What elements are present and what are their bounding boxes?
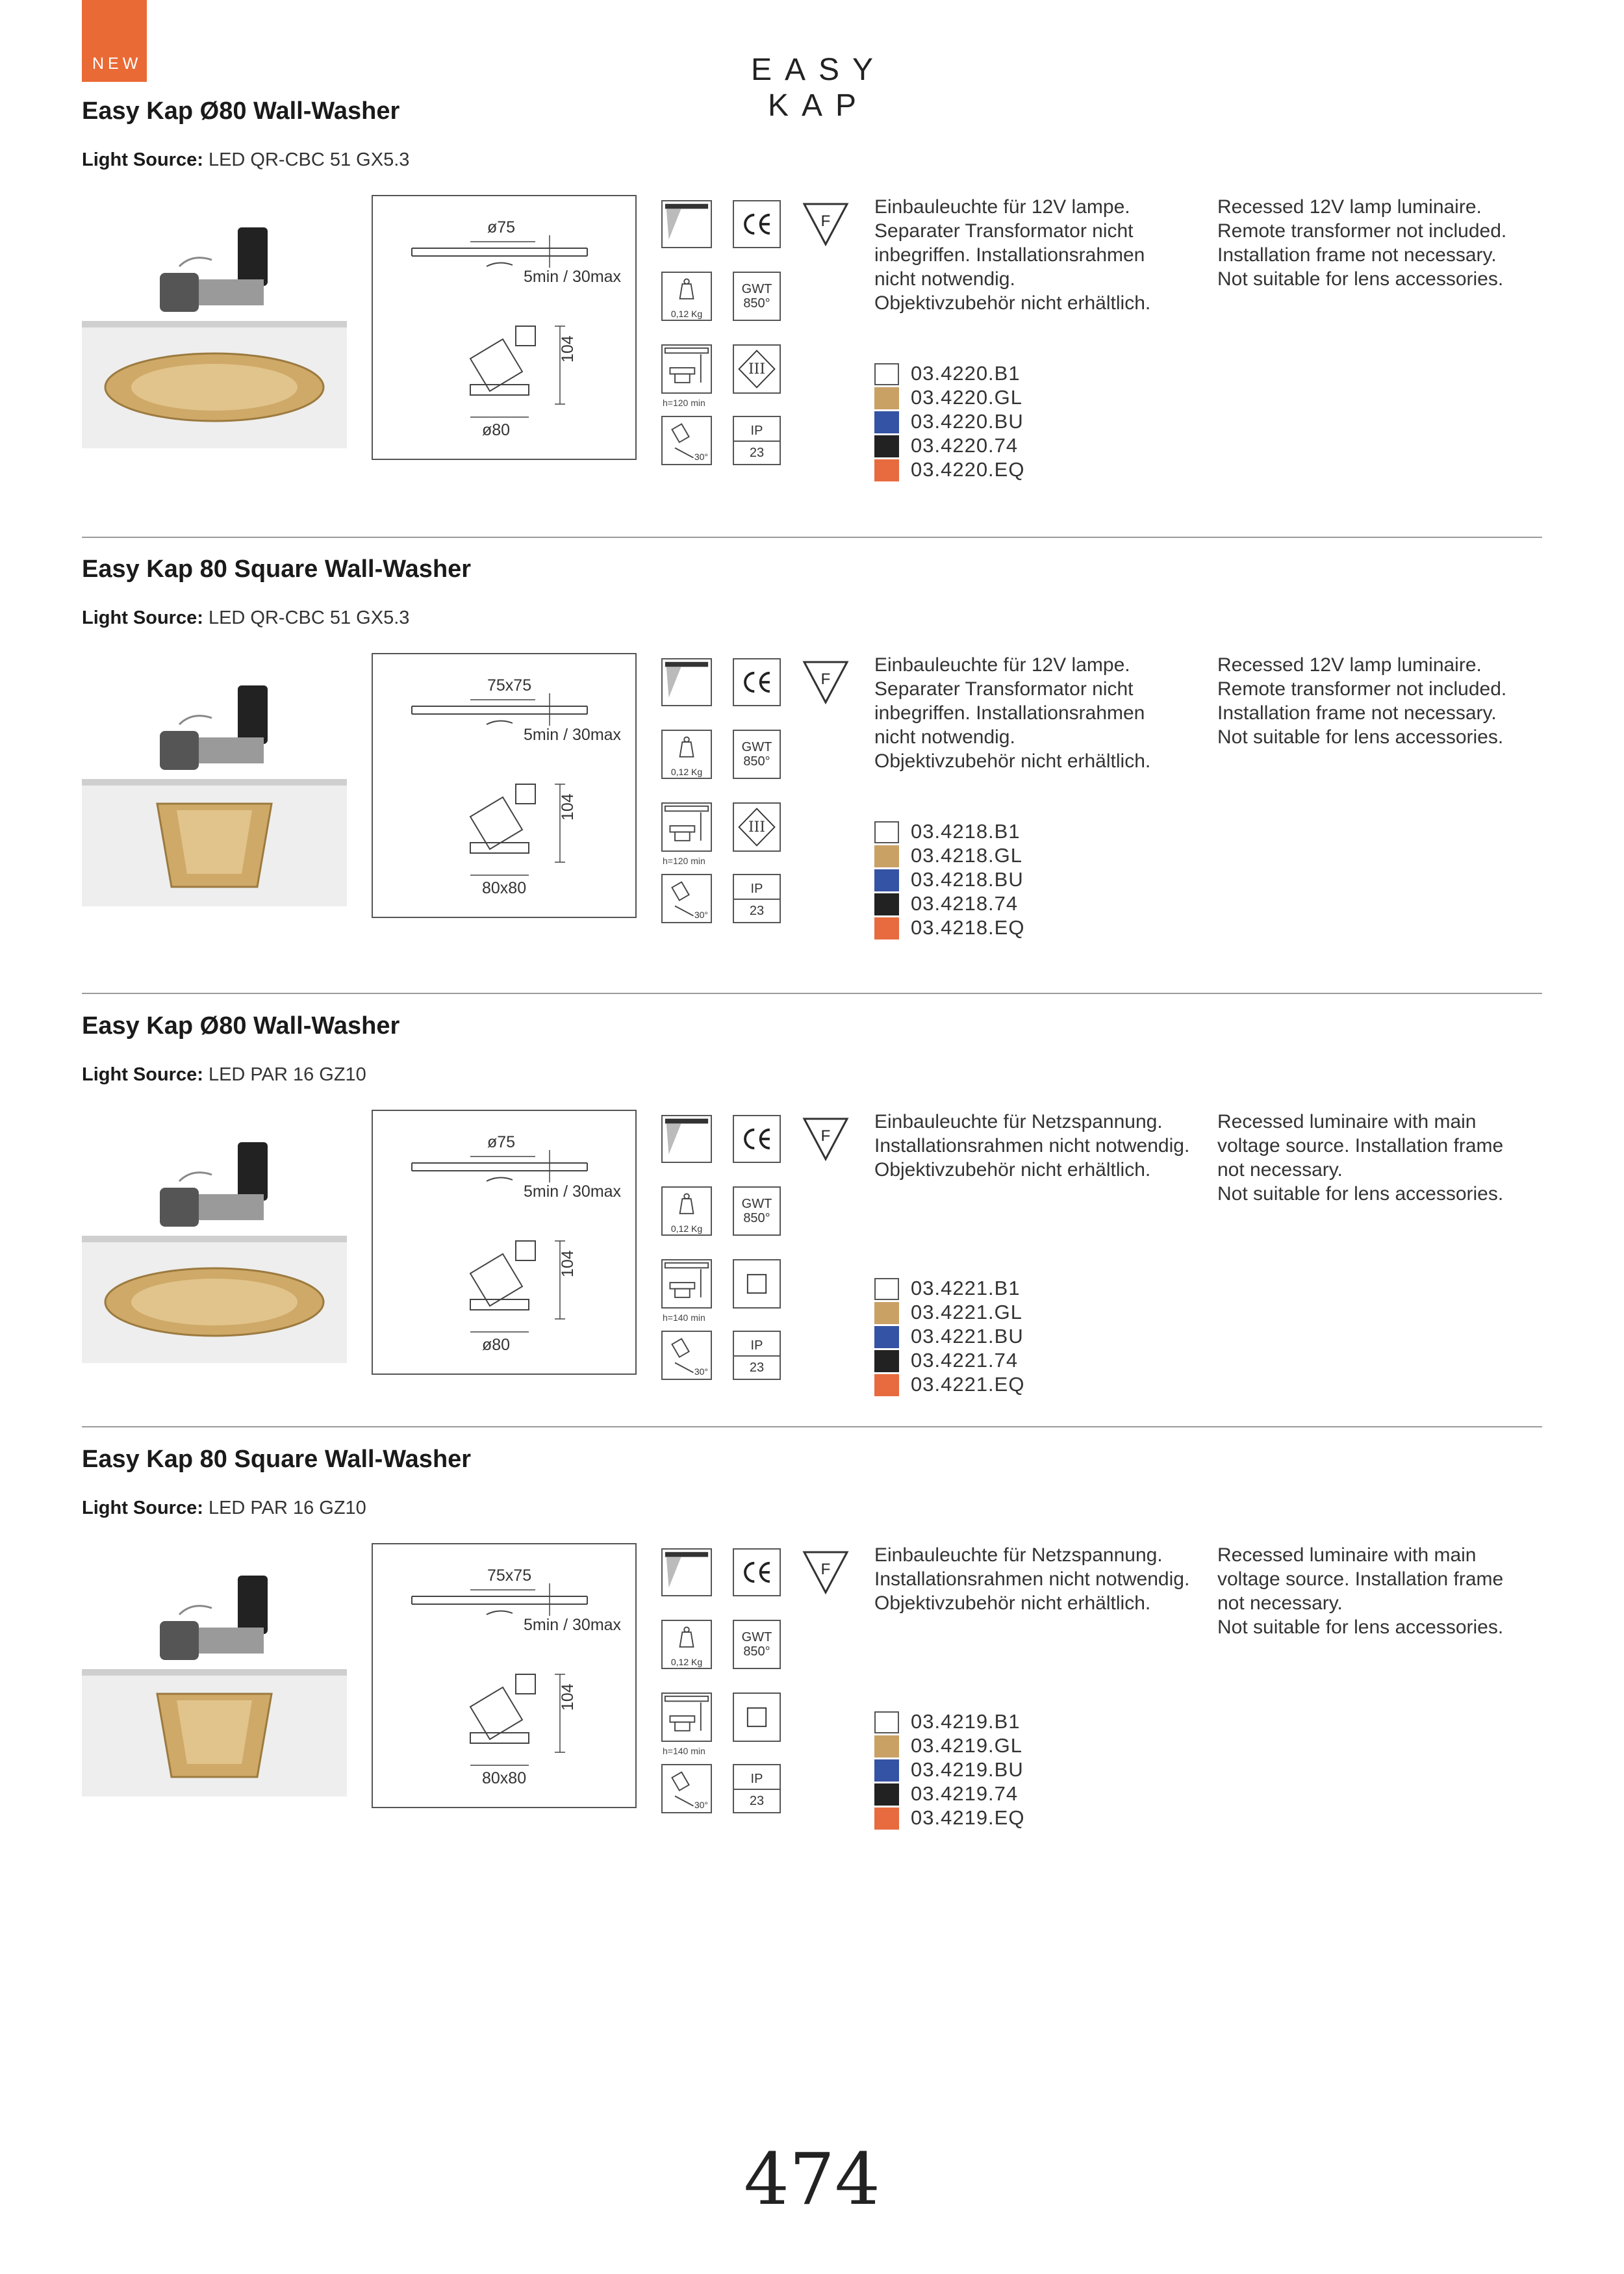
top-dimension: ø75 (487, 1133, 516, 1151)
height-dimension: 104 (559, 1250, 577, 1277)
weight-value: 0,12 Kg (670, 767, 703, 777)
light-source (82, 149, 409, 171)
ce-mark-icon (733, 200, 781, 248)
gwt-badge (733, 1620, 781, 1669)
description-de: Einbauleuchte für Netzspannung. Installationsrahmen nicht notwendig. Objektivzubehör nicht erhältlich. (874, 1111, 1190, 1181)
article-code: 03.4221.B1 (911, 1277, 1021, 1299)
ip-value: 23 (749, 1794, 765, 1808)
article-code: 03.4221.EQ (911, 1373, 1025, 1396)
clearance-icon (661, 344, 712, 394)
product-photo (82, 1097, 347, 1363)
clearance-value: h=120 min (663, 856, 705, 866)
top-dimension: 75x75 (487, 676, 532, 695)
top-dimension: 75x75 (487, 1566, 532, 1585)
color-swatch (874, 1326, 899, 1348)
color-swatch (874, 1735, 899, 1757)
article-code: 03.4219.EQ (911, 1806, 1025, 1829)
weight-icon (661, 1186, 712, 1236)
class-mark: III (748, 819, 766, 836)
article-code: 03.4218.B1 (911, 820, 1021, 843)
gwt-value: GWT 850° (741, 282, 772, 311)
light-source-value: LED PAR 16 GZ10 (208, 1498, 366, 1518)
color-swatch (874, 1783, 899, 1806)
article-code: 03.4218.BU (911, 868, 1024, 891)
ip-label: IP (750, 424, 763, 438)
svg-text:F: F (820, 1127, 831, 1145)
technical-drawing (372, 195, 637, 460)
brand-title: EASY KAP (750, 53, 887, 123)
gwt-value: GWT 850° (741, 1630, 772, 1659)
technical-drawing (372, 1543, 637, 1808)
ip-label: IP (750, 1772, 763, 1786)
article-code: 03.4220.EQ (911, 458, 1025, 481)
color-swatch (874, 363, 899, 385)
tilt-icon (661, 874, 712, 923)
color-swatch (874, 869, 899, 891)
svg-text:F: F (820, 671, 831, 688)
article-code: 03.4219.74 (911, 1782, 1019, 1805)
ce-mark-icon (733, 1115, 781, 1163)
article-code: 03.4219.BU (911, 1758, 1024, 1781)
article-code: 03.4218.EQ (911, 916, 1025, 939)
article-code: 03.4220.B1 (911, 362, 1021, 385)
f-mark-icon (802, 658, 850, 706)
color-swatch (874, 893, 899, 915)
section-divider (82, 537, 1542, 538)
page-number: 474 (744, 2138, 880, 2221)
tilt-value: 30° (694, 1800, 708, 1810)
color-swatch (874, 845, 899, 867)
product-photo-image (82, 1530, 347, 1796)
color-swatch (874, 1759, 899, 1782)
description-de: Einbauleuchte für Netzspannung. Installationsrahmen nicht notwendig. Objektivzubehör nicht erhältlich. (874, 1544, 1190, 1614)
article-code: 03.4220.74 (911, 434, 1019, 457)
color-swatch (874, 1711, 899, 1733)
color-swatch (874, 387, 899, 409)
article-code: 03.4220.GL (911, 386, 1023, 409)
clearance-value: h=140 min (663, 1746, 705, 1756)
tilt-icon (661, 1331, 712, 1380)
f-mark-icon (802, 1548, 850, 1596)
svg-text:F: F (820, 212, 831, 230)
color-swatch (874, 1350, 899, 1372)
gwt-badge (733, 1186, 781, 1236)
wall-washer-icon (661, 658, 712, 706)
description-de: Einbauleuchte für 12V lampe. Separater Transformator nicht inbegriffen. Installationsrahmen nicht notwendig. Objektivzubehör nicht erhältlich. (874, 196, 1151, 314)
thickness-dimension: 5min / 30max (524, 1182, 622, 1201)
weight-value: 0,12 Kg (670, 309, 703, 319)
gwt-badge (733, 730, 781, 779)
tilt-value: 30° (694, 452, 708, 462)
bottom-dimension: ø80 (482, 421, 511, 439)
tilt-value: 30° (694, 1366, 708, 1377)
article-code: 03.4219.B1 (911, 1710, 1021, 1733)
product-photo-image (82, 1097, 347, 1363)
article-code: 03.4220.BU (911, 410, 1024, 433)
top-dimension: ø75 (487, 218, 516, 236)
ip-label: IP (750, 882, 763, 896)
product-photo (82, 1530, 347, 1796)
light-source-label: Light Source: (82, 1498, 203, 1518)
new-badge-label: NEW (92, 55, 142, 73)
wall-washer-icon (661, 1115, 712, 1163)
ce-mark-icon (733, 1548, 781, 1596)
section-divider (82, 993, 1542, 994)
weight-value: 0,12 Kg (670, 1223, 703, 1234)
class-insulation-icon (733, 344, 781, 394)
weight-icon (661, 272, 712, 321)
bottom-dimension: 80x80 (482, 879, 527, 897)
class-insulation-icon (733, 802, 781, 852)
product-photo (82, 640, 347, 906)
technical-drawing (372, 653, 637, 918)
new-badge (82, 0, 147, 82)
color-swatch (874, 411, 899, 433)
product-title: Easy Kap Ø80 Wall-Washer (82, 97, 400, 125)
wall-washer-icon (661, 200, 712, 248)
color-swatch (874, 459, 899, 481)
product-photo-image (82, 182, 347, 448)
gwt-badge (733, 272, 781, 321)
color-swatch (874, 821, 899, 843)
color-swatch (874, 1278, 899, 1300)
wall-washer-icon (661, 1548, 712, 1596)
product-title: Easy Kap Ø80 Wall-Washer (82, 1012, 400, 1040)
light-source (82, 1498, 366, 1519)
section-divider (82, 1426, 1542, 1427)
light-source-value: LED PAR 16 GZ10 (208, 1064, 366, 1085)
color-swatch (874, 1808, 899, 1830)
color-swatch (874, 1374, 899, 1396)
bottom-dimension: ø80 (482, 1336, 511, 1354)
class-insulation-icon (733, 1693, 781, 1742)
light-source-label: Light Source: (82, 1064, 203, 1085)
clearance-value: h=140 min (663, 1312, 705, 1323)
svg-text:F: F (820, 1561, 831, 1578)
ip-rating-badge (733, 416, 781, 465)
ip-value: 23 (749, 904, 765, 918)
clearance-value: h=120 min (663, 398, 705, 408)
tilt-icon (661, 1764, 712, 1813)
light-source (82, 1064, 366, 1086)
class-mark: III (748, 361, 766, 377)
class-insulation-icon (733, 1259, 781, 1309)
tilt-icon (661, 416, 712, 465)
ip-rating-badge (733, 1764, 781, 1813)
clearance-icon (661, 1693, 712, 1742)
height-dimension: 104 (559, 793, 577, 821)
description-en: Recessed luminaire with main voltage source. Installation frame not necessary. Not suitable for lens accessories. (1217, 1544, 1504, 1638)
description-en: Recessed 12V lamp luminaire. Remote transformer not included. Installation frame not necessary. Not suitable for lens accessories. (1217, 196, 1507, 290)
ip-rating-badge (733, 1331, 781, 1380)
ip-value: 23 (749, 1361, 765, 1375)
article-code: 03.4218.GL (911, 844, 1023, 867)
weight-icon (661, 1620, 712, 1669)
clearance-icon (661, 1259, 712, 1309)
color-swatch (874, 917, 899, 939)
color-swatch (874, 1302, 899, 1324)
article-code: 03.4221.GL (911, 1301, 1023, 1323)
description-de: Einbauleuchte für 12V lampe. Separater Transformator nicht inbegriffen. Installationsrahmen nicht notwendig. Objektivzubehör nicht erhältlich. (874, 654, 1151, 772)
color-swatch (874, 435, 899, 457)
description-en: Recessed luminaire with main voltage source. Installation frame not necessary. Not suitable for lens accessories. (1217, 1111, 1504, 1205)
thickness-dimension: 5min / 30max (524, 1616, 622, 1634)
ip-label: IP (750, 1338, 763, 1353)
product-photo-image (82, 640, 347, 906)
product-title: Easy Kap 80 Square Wall-Washer (82, 1446, 472, 1473)
light-source-value: LED QR-CBC 51 GX5.3 (208, 607, 410, 628)
light-source-label: Light Source: (82, 149, 203, 170)
technical-drawing (372, 1110, 637, 1375)
ip-value: 23 (749, 446, 765, 460)
thickness-dimension: 5min / 30max (524, 268, 622, 286)
article-code: 03.4221.BU (911, 1325, 1024, 1348)
description-en: Recessed 12V lamp luminaire. Remote transformer not included. Installation frame not necessary. Not suitable for lens accessories. (1217, 654, 1507, 748)
clearance-icon (661, 802, 712, 852)
tilt-value: 30° (694, 910, 708, 920)
light-source (82, 607, 409, 629)
gwt-value: GWT 850° (741, 1197, 772, 1225)
f-mark-icon (802, 1115, 850, 1163)
ce-mark-icon (733, 658, 781, 706)
bottom-dimension: 80x80 (482, 1769, 527, 1787)
height-dimension: 104 (559, 335, 577, 363)
gwt-value: GWT 850° (741, 740, 772, 769)
product-photo (82, 182, 347, 448)
height-dimension: 104 (559, 1683, 577, 1711)
article-code: 03.4219.GL (911, 1734, 1023, 1757)
weight-icon (661, 730, 712, 779)
light-source-label: Light Source: (82, 607, 203, 628)
f-mark-icon (802, 200, 850, 248)
weight-value: 0,12 Kg (670, 1657, 703, 1667)
light-source-value: LED QR-CBC 51 GX5.3 (208, 149, 410, 170)
ip-rating-badge (733, 874, 781, 923)
product-title: Easy Kap 80 Square Wall-Washer (82, 556, 472, 583)
thickness-dimension: 5min / 30max (524, 726, 622, 744)
article-code: 03.4221.74 (911, 1349, 1019, 1372)
article-code: 03.4218.74 (911, 892, 1019, 915)
